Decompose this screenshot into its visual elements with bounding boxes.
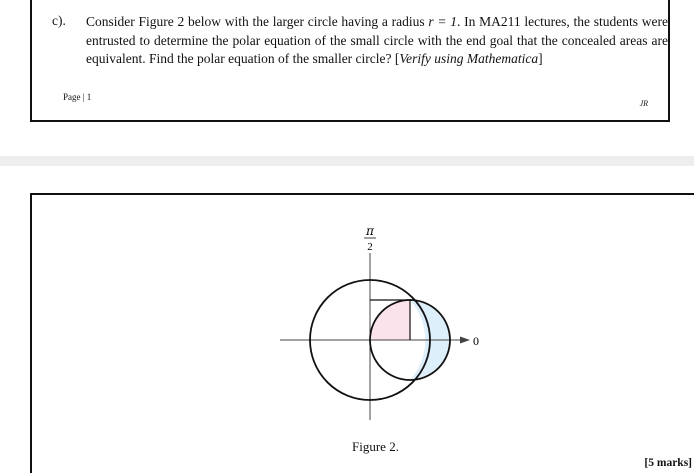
figure-caption: Figure 2. xyxy=(352,439,399,454)
author-initials: JR xyxy=(639,99,648,108)
marks-label: [5 marks] xyxy=(644,457,692,469)
pi-numerator: π xyxy=(366,224,374,238)
question-label: c). xyxy=(52,13,66,28)
page-one xyxy=(30,0,670,122)
page-two xyxy=(30,193,694,473)
verify-note: Verify using Mathematica xyxy=(399,51,539,66)
page-number: Page | 1 xyxy=(63,92,92,102)
axis-arrow-right xyxy=(460,337,470,344)
radius-math: r = 1 xyxy=(428,14,458,29)
question-text-part1: Consider Figure 2 below with the larger circle having a radius xyxy=(86,14,429,29)
page-gap xyxy=(0,156,694,166)
pi-denominator: 2 xyxy=(367,241,373,253)
closing-bracket: ] xyxy=(538,51,543,66)
question-text-part2: . In MA211 lectures, the students were entrusted to determine the polar equation of the small circle with the end goal that the concealed areas are equivalent. Find the polar equation of the smaller circle? [ xyxy=(86,14,668,66)
zero-label: 0 xyxy=(473,334,479,348)
figure-2-diagram xyxy=(32,195,694,473)
question-text xyxy=(86,13,668,69)
